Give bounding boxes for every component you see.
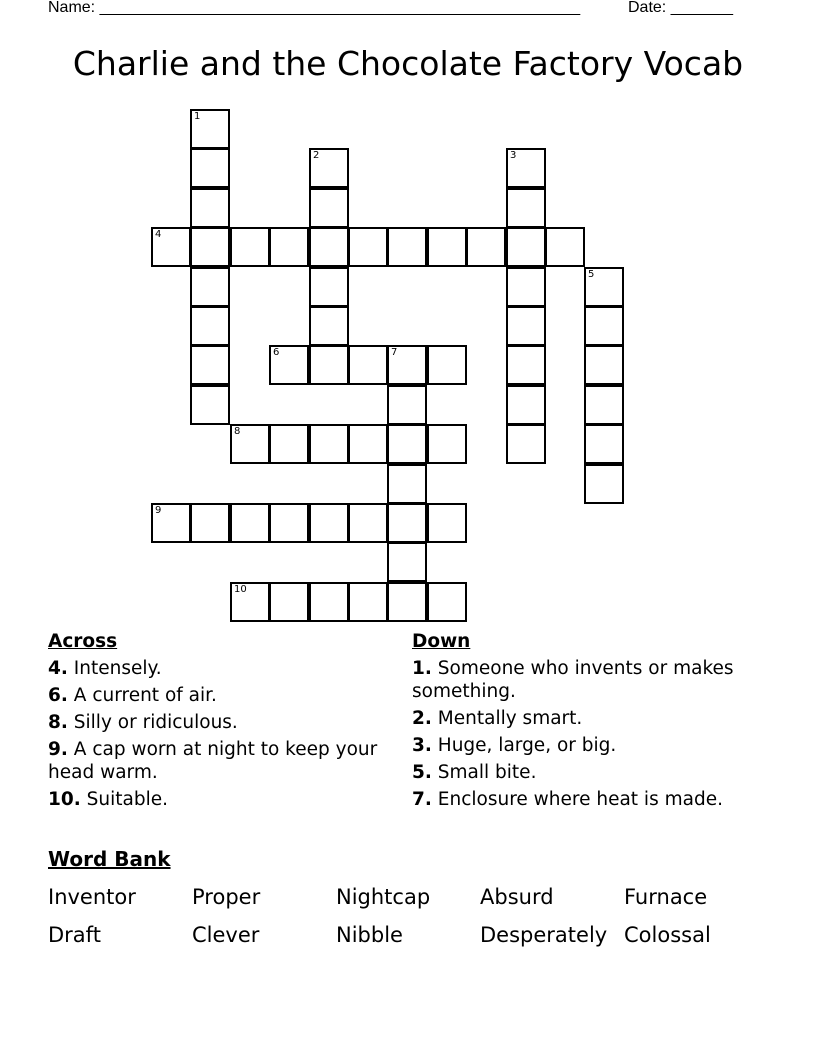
crossword-cell[interactable] [427, 503, 467, 543]
word-bank-word: Absurd [480, 885, 554, 909]
crossword-cell[interactable] [348, 424, 388, 464]
crossword-cell[interactable] [230, 503, 270, 543]
cell-number: 9 [155, 505, 162, 516]
name-line: Name: ______________________________________________________ [48, 0, 581, 16]
clue-number: 4. [48, 658, 68, 679]
crossword-cell[interactable] [190, 503, 230, 543]
crossword-cell[interactable] [506, 345, 546, 385]
crossword-cell[interactable] [151, 503, 191, 543]
clue-text: Intensely. [67, 658, 162, 679]
crossword-cell[interactable] [584, 345, 624, 385]
cell-number: 10 [234, 584, 247, 595]
crossword-cell[interactable] [545, 227, 585, 267]
clue-text: Suitable. [80, 789, 169, 810]
crossword-cell[interactable] [427, 582, 467, 622]
crossword-cell[interactable] [230, 424, 270, 464]
clue-number: 1. [412, 658, 432, 679]
clue-number: 9. [48, 739, 68, 760]
crossword-cell[interactable] [190, 109, 230, 149]
crossword-cell[interactable] [427, 227, 467, 267]
crossword-cell[interactable] [387, 582, 427, 622]
crossword-cell[interactable] [309, 306, 349, 346]
across-clue [48, 738, 378, 784]
cell-number: 1 [194, 111, 201, 122]
across-heading: Across [48, 631, 118, 652]
crossword-cell[interactable] [151, 227, 191, 267]
down-clue [412, 734, 742, 757]
word-bank-word: Inventor [48, 885, 136, 909]
clue-number: 7. [412, 789, 432, 810]
crossword-cell[interactable] [269, 582, 309, 622]
word-bank-word: Draft [48, 923, 101, 947]
crossword-cell[interactable] [506, 188, 546, 228]
cell-number: 4 [155, 229, 162, 240]
word-bank [48, 884, 768, 948]
crossword-cell[interactable] [387, 385, 427, 425]
across-clues [48, 630, 378, 815]
crossword-cell[interactable] [506, 227, 546, 267]
page-title: Charlie and the Chocolate Factory Vocab [72, 44, 744, 83]
cell-number: 5 [588, 269, 595, 280]
crossword-cell[interactable] [190, 267, 230, 307]
clue-number: 8. [48, 712, 68, 733]
cell-number: 6 [273, 347, 280, 358]
crossword-cell[interactable] [348, 227, 388, 267]
crossword-cell[interactable] [309, 582, 349, 622]
clue-number: 2. [412, 708, 432, 729]
down-clues [412, 630, 742, 815]
crossword-cell[interactable] [269, 424, 309, 464]
down-clue [412, 788, 742, 811]
crossword-cell[interactable] [584, 424, 624, 464]
crossword-cell[interactable] [190, 345, 230, 385]
crossword-cell[interactable] [309, 345, 349, 385]
clue-text: Enclosure where heat is made. [431, 789, 723, 810]
crossword-cell[interactable] [309, 148, 349, 188]
word-bank-word: Nibble [336, 923, 403, 947]
crossword-cell[interactable] [269, 503, 309, 543]
crossword-cell[interactable] [348, 582, 388, 622]
down-clue [412, 657, 742, 703]
word-bank-word: Proper [192, 885, 261, 909]
crossword-cell[interactable] [506, 267, 546, 307]
crossword-cell[interactable] [427, 345, 467, 385]
crossword-cell[interactable] [427, 424, 467, 464]
crossword-cell[interactable] [269, 345, 309, 385]
clue-text: Silly or ridiculous. [67, 712, 238, 733]
word-bank-word: Desperately [480, 923, 608, 947]
crossword-cell[interactable] [190, 148, 230, 188]
across-clue [48, 684, 378, 707]
down-heading: Down [412, 631, 471, 652]
clue-number: 10. [48, 789, 81, 810]
crossword-cell[interactable] [309, 227, 349, 267]
crossword-cell[interactable] [387, 345, 427, 385]
clue-number: 3. [412, 735, 432, 756]
clue-text: Small bite. [431, 762, 537, 783]
crossword-cell[interactable] [584, 385, 624, 425]
crossword-cell[interactable] [309, 503, 349, 543]
crossword-cell[interactable] [230, 582, 270, 622]
crossword-cell[interactable] [309, 424, 349, 464]
down-clue [412, 761, 742, 784]
word-bank-word: Furnace [624, 885, 708, 909]
crossword-cell[interactable] [506, 148, 546, 188]
across-clue [48, 711, 378, 734]
crossword-cell[interactable] [387, 503, 427, 543]
crossword-cell[interactable] [230, 227, 270, 267]
crossword-cell[interactable] [190, 385, 230, 425]
crossword-cell[interactable] [387, 227, 427, 267]
cell-number: 2 [313, 150, 320, 161]
crossword-cell[interactable] [190, 306, 230, 346]
across-clue [48, 657, 378, 680]
crossword-cell[interactable] [387, 464, 427, 504]
clue-number: 6. [48, 685, 68, 706]
clue-text: Someone who invents or makes something. [412, 658, 734, 702]
word-bank-word: Colossal [624, 923, 711, 947]
date-line: Date: _______ [628, 0, 733, 16]
crossword-cell[interactable] [584, 464, 624, 504]
clue-text: A current of air. [67, 685, 217, 706]
across-clue [48, 788, 378, 811]
crossword-cell[interactable] [466, 227, 506, 267]
crossword-cell[interactable] [506, 306, 546, 346]
crossword-cell[interactable] [348, 345, 388, 385]
crossword-cell[interactable] [387, 424, 427, 464]
crossword-cell[interactable] [309, 267, 349, 307]
down-clue [412, 707, 742, 730]
clue-number: 5. [412, 762, 432, 783]
crossword-cell[interactable] [348, 503, 388, 543]
cell-number: 7 [391, 347, 398, 358]
clue-text: A cap worn at night to keep your head warm. [48, 739, 378, 783]
crossword-cell[interactable] [387, 542, 427, 582]
word-bank-word: Nightcap [336, 885, 431, 909]
crossword-cell[interactable] [584, 267, 624, 307]
clue-text: Huge, large, or big. [431, 735, 617, 756]
crossword-cell[interactable] [190, 188, 230, 228]
cell-number: 8 [234, 426, 241, 437]
clue-text: Mentally smart. [431, 708, 583, 729]
crossword-cell[interactable] [506, 385, 546, 425]
word-bank-word: Clever [192, 923, 260, 947]
crossword-cell[interactable] [584, 306, 624, 346]
crossword-cell[interactable] [269, 227, 309, 267]
crossword-cell[interactable] [309, 188, 349, 228]
cell-number: 3 [510, 150, 517, 161]
crossword-cell[interactable] [506, 424, 546, 464]
crossword-cell[interactable] [190, 227, 230, 267]
word-bank-title: Word Bank [48, 847, 171, 871]
